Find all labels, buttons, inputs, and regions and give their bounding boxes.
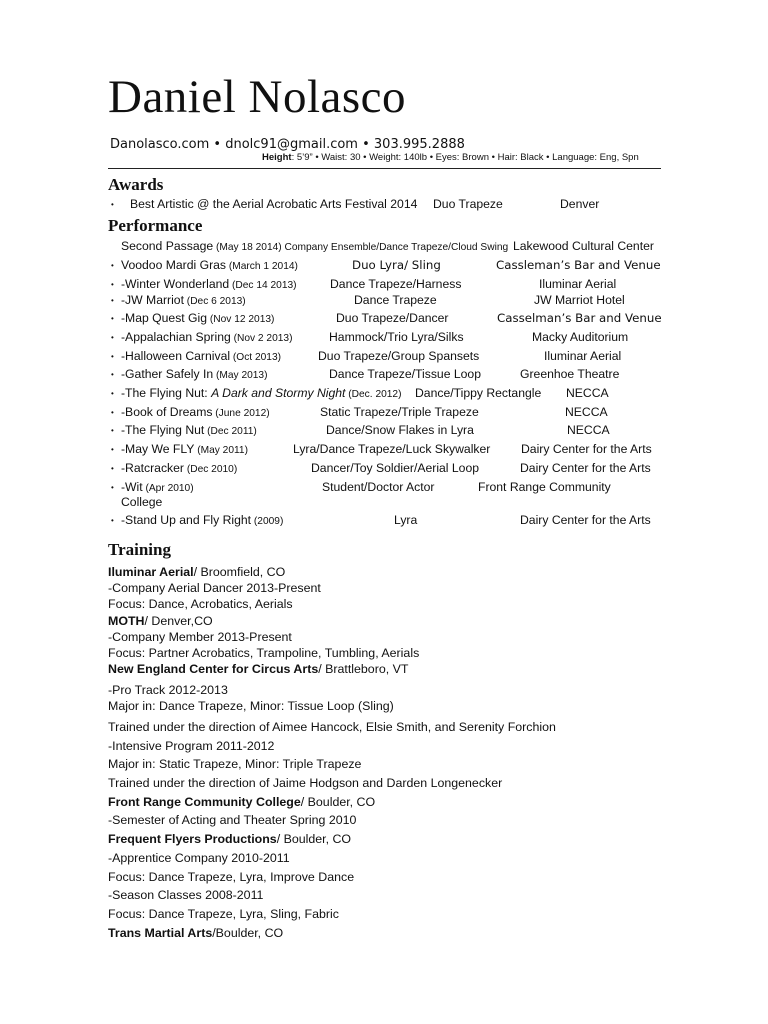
performance-act: Duo Trapeze/Dancer (336, 311, 449, 325)
training-detail: Major in: Static Trapeze, Minor: Triple Trapeze (108, 757, 362, 771)
performance-name: -Stand Up and Fly Right (121, 513, 252, 527)
training-line (108, 795, 375, 809)
training-detail: / Brattleboro, VT (318, 662, 409, 676)
performance-name: -Halloween Carnival (121, 349, 231, 363)
training-line (108, 776, 502, 790)
performance-act: Static Trapeze/Triple Trapeze (320, 405, 479, 419)
performance-item (0, 480, 768, 509)
performance-item (0, 311, 768, 329)
training-line (108, 581, 321, 595)
bullet: • (111, 483, 114, 492)
training-line (108, 630, 292, 644)
training-detail: -Intensive Program 2011-2012 (108, 739, 275, 753)
training-detail: Focus: Partner Acrobatics, Trampoline, Tumbling, Aerials (108, 646, 420, 660)
training-line (108, 757, 361, 771)
performance-title (121, 442, 248, 456)
performance-name: -Map Quest Gig (121, 311, 208, 325)
performance-name: -Ratcracker (121, 461, 184, 475)
bullet: • (111, 333, 114, 342)
bullet: • (111, 296, 114, 305)
awards-heading: Awards (108, 175, 164, 194)
performance-act: Duo Lyra/ Sling (352, 258, 441, 272)
performance-venue: Cassleman’s Bar and Venue (496, 258, 661, 272)
body-metrics (262, 152, 639, 163)
training-detail: -Season Classes 2008-2011 (108, 888, 264, 902)
performance-venue: Casselman’s Bar and Venue (497, 311, 662, 325)
performance-title (121, 330, 293, 344)
bullet: • (111, 445, 114, 454)
training-line (108, 926, 283, 940)
award-item (0, 197, 768, 215)
performance-date: (Dec 6 2013) (183, 296, 246, 307)
training-detail: / Boulder, CO (276, 832, 352, 846)
training-line (108, 597, 293, 611)
performance-title (121, 239, 508, 253)
training-detail: /Boulder, CO (212, 926, 284, 940)
performance-date: (2009) (251, 516, 284, 527)
performance-venue: NECCA (566, 386, 609, 400)
training-school: Iluminar Aerial (108, 565, 194, 579)
training-line (108, 870, 354, 884)
bullet: • (111, 261, 114, 270)
performance-title (121, 423, 257, 437)
performance-act: Dancer/Toy Soldier/Aerial Loop (311, 461, 480, 475)
training-line (108, 813, 356, 827)
training-heading: Training (108, 540, 171, 559)
performance-venue: Dairy Center for the Arts (521, 442, 652, 456)
performance-item (0, 293, 768, 311)
performance-name: -Wit (121, 480, 143, 494)
performance-date: (Nov 2 2013) (230, 333, 293, 344)
training-line (108, 720, 556, 734)
training-school: Trans Martial Arts (108, 926, 213, 940)
bullet: • (111, 408, 114, 417)
performance-item (0, 461, 768, 479)
training-line (108, 565, 285, 579)
performance-item (0, 239, 768, 257)
training-detail: / Broomfield, CO (193, 565, 286, 579)
bullet: • (111, 370, 114, 379)
resume-name: Daniel Nolasco (108, 71, 407, 123)
performance-title (121, 349, 281, 363)
training-line (108, 646, 419, 660)
performance-venue: Iluminar Aerial (544, 349, 622, 363)
training-line (108, 739, 274, 753)
training-detail: -Company Member 2013-Present (108, 630, 292, 644)
performance-act: Dance Trapeze/Tissue Loop (329, 367, 481, 381)
performance-act: Hammock/Trio Lyra/Silks (329, 330, 464, 344)
performance-item (0, 423, 768, 441)
performance-act: Dance Trapeze (354, 293, 437, 307)
performance-title (121, 293, 246, 307)
performance-item (0, 258, 768, 276)
training-detail: / Boulder, CO (300, 795, 376, 809)
bullet: • (111, 516, 114, 525)
bullet: • (111, 314, 114, 323)
performance-title (121, 405, 270, 419)
award-venue: Denver (560, 197, 600, 211)
performance-item (0, 349, 768, 367)
training-line (108, 832, 351, 846)
award-text: Best Artistic @ the Aerial Acrobatic Arts Festival 2014 (130, 197, 418, 211)
metrics-text: : 5’9” • Waist: 30 • Weight: 140lb • Eyes: Brown • Hair: Black • Language: Eng, Spn (291, 152, 639, 163)
performance-date: (Dec 2011) (204, 426, 257, 437)
performance-item (0, 386, 768, 404)
performance-item (0, 330, 768, 348)
performance-item (0, 442, 768, 460)
performance-name: -JW Marriot (121, 293, 184, 307)
performance-venue: NECCA (565, 405, 608, 419)
performance-title (121, 277, 297, 291)
performance-title (121, 461, 237, 475)
performance-name: -Gather Safely In (121, 367, 214, 381)
performance-subtitle: A Dark and Stormy Night (211, 386, 346, 400)
training-line (108, 907, 339, 921)
training-school: Frequent Flyers Productions (108, 832, 277, 846)
performance-act: Dance/Tippy Rectangle (415, 386, 542, 400)
performance-date: (Dec. 2012) (345, 389, 402, 400)
performance-date: (May 2013) (213, 370, 268, 381)
performance-date: (Apr 2010) (142, 483, 194, 494)
performance-act: Student/Doctor Actor (322, 480, 435, 494)
performance-name: Voodoo Mardi Gras (121, 258, 227, 272)
performance-name: Second Passage (121, 239, 214, 253)
training-detail: Trained under the direction of Aimee Hancock, Elsie Smith, and Serenity Forchion (108, 720, 556, 734)
performance-venue: NECCA (567, 423, 610, 437)
performance-title (121, 258, 298, 272)
performance-venue: JW Marriot Hotel (534, 293, 625, 307)
training-line (108, 683, 228, 697)
bullet: • (111, 426, 114, 435)
training-detail: Major in: Dance Trapeze, Minor: Tissue Loop (Sling) (108, 699, 394, 713)
performance-date: (June 2012) (212, 408, 270, 419)
performance-venue: Iluminar Aerial (539, 277, 617, 291)
training-school: MOTH (108, 614, 145, 628)
performance-act: Dance/Snow Flakes in Lyra (326, 423, 474, 437)
performance-act: Lyra/Dance Trapeze/Luck Skywalker (293, 442, 491, 456)
performance-item (0, 405, 768, 423)
performance-venue-cont: College (121, 495, 163, 509)
training-line (108, 699, 394, 713)
performance-venue: Macky Auditorium (532, 330, 629, 344)
training-detail: Focus: Dance Trapeze, Lyra, Sling, Fabric (108, 907, 339, 921)
training-detail: -Semester of Acting and Theater Spring 2010 (108, 813, 357, 827)
performance-name: -Book of Dreams (121, 405, 213, 419)
training-detail: -Pro Track 2012-2013 (108, 683, 228, 697)
training-line (108, 888, 263, 902)
training-detail: Focus: Dance, Acrobatics, Aerials (108, 597, 293, 611)
performance-date: (Nov 12 2013) (207, 314, 275, 325)
performance-venue: Greenhoe Theatre (520, 367, 620, 381)
training-line (108, 851, 290, 865)
training-detail: Trained under the direction of Jaime Hodgson and Darden Longenecker (108, 776, 503, 790)
performance-date: (Dec 14 2013) (229, 280, 297, 291)
training-detail: / Denver,CO (144, 614, 213, 628)
performance-act: Duo Trapeze/Group Spansets (318, 349, 480, 363)
performance-date: (Dec 2010) (183, 464, 238, 475)
bullet: • (111, 200, 114, 209)
training-line (108, 662, 408, 676)
performance-name: -The Flying Nut (121, 423, 205, 437)
bullet: • (111, 389, 114, 398)
performance-date: (March 1 2014) (226, 261, 298, 272)
performance-act: Dance Trapeze/Harness (330, 277, 462, 291)
performance-heading: Performance (108, 216, 203, 235)
contact-line: Danolasco.com • dnolc91@gmail.com • 303.995.2888 (110, 137, 465, 152)
performance-item (0, 513, 768, 531)
performance-title (121, 386, 402, 400)
performance-date: (Oct 2013) (230, 352, 282, 363)
performance-venue: Dairy Center for the Arts (520, 461, 651, 475)
bullet: • (111, 280, 114, 289)
performance-title (121, 311, 274, 325)
bullet: • (111, 464, 114, 473)
height-label: Height (262, 152, 292, 163)
performance-name: -May We FLY (121, 442, 195, 456)
training-detail: -Company Aerial Dancer 2013-Present (108, 581, 321, 595)
training-school: Front Range Community College (108, 795, 301, 809)
performance-name: -Appalachian Spring (121, 330, 231, 344)
performance-date: (May 2011) (194, 445, 248, 456)
performance-venue: Front Range Community (478, 480, 611, 494)
award-act: Duo Trapeze (433, 197, 503, 211)
performance-item (0, 367, 768, 385)
performance-venue: Dairy Center for the Arts (520, 513, 651, 527)
performance-name: -Winter Wonderland (121, 277, 230, 291)
training-school: New England Center for Circus Arts (108, 662, 319, 676)
performance-act: Lyra (394, 513, 418, 527)
training-line (108, 614, 213, 628)
performance-name: -The Flying Nut: (121, 386, 212, 400)
performance-date: (May 18 2014) Company Ensemble/Dance Trapeze/Cloud Swing (213, 242, 509, 253)
bullet: • (111, 352, 114, 361)
header-divider (108, 168, 661, 169)
performance-title (121, 480, 194, 494)
training-detail: -Apprentice Company 2010-2011 (108, 851, 290, 865)
training-detail: Focus: Dance Trapeze, Lyra, Improve Dance (108, 870, 355, 884)
performance-venue: Lakewood Cultural Center (513, 239, 654, 253)
performance-title (121, 367, 268, 381)
performance-title (121, 513, 283, 527)
